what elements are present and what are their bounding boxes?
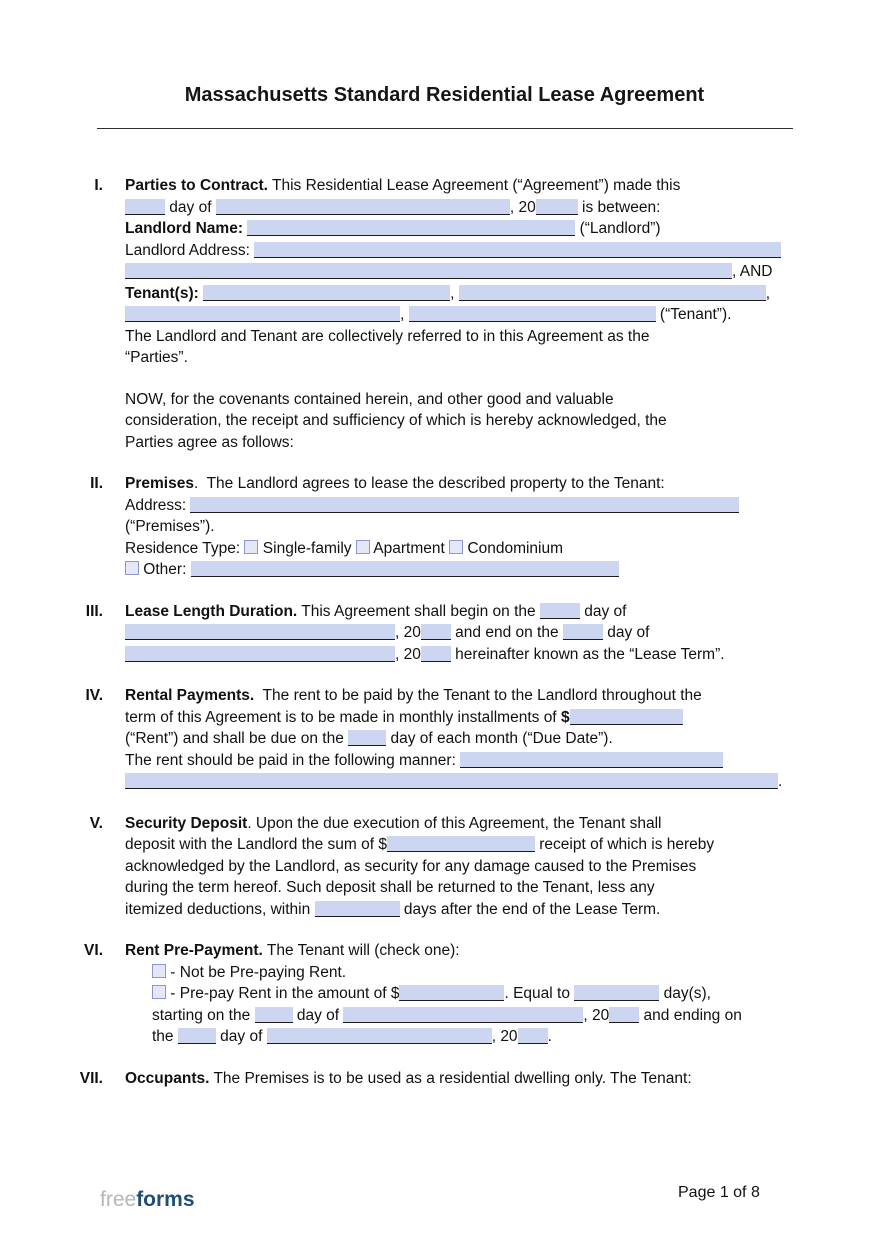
page-title: Massachusetts Standard Residential Lease Agreement [184,84,705,106]
title-divider [97,128,793,129]
blank-field[interactable] [254,242,781,258]
text-run: , 20 [583,1006,610,1024]
blank-field[interactable] [348,730,386,746]
blank-field[interactable] [460,752,723,768]
text-run: , 20 [395,624,421,641]
text-run: . Upon the due execution of this Agreement, the Tenant shall [247,814,662,832]
text-run: - Not be Pre-paying Rent. [166,963,347,981]
text-run: The Tenant will (check one): [262,942,460,959]
text-run: term of this Agreement is to be made in monthly installments of [125,708,561,726]
brand-forms-text: forms [136,1188,195,1211]
text-run: hereinafter known as the “Lease Term”. [450,645,725,663]
document-body [0,175,889,1089]
section-vii-occupants [58,1068,889,1090]
document-line [125,516,797,538]
text-run: day of each month (“Due Date”). [386,730,613,747]
document-line [125,771,797,793]
document-line [125,622,797,644]
blank-field[interactable] [399,985,504,1001]
text-run: . [778,773,783,790]
document-line [125,644,797,666]
text-run: deposit with the Landlord the sum of $ [125,836,387,853]
brand-free-text: free [100,1188,137,1211]
text-run: . Equal to [504,985,575,1002]
text-run: (“Tenant”). [655,306,732,323]
document-line [125,983,797,1005]
blank-field[interactable] [315,901,400,917]
document-line [125,728,797,750]
text-run: consideration, the receipt and sufficiency of which is hereby acknowledged, the [125,412,667,429]
section-iii-lease-length [58,601,889,666]
text-run: Apartment [369,539,450,557]
text-run-bold: Premises [125,475,194,492]
blank-field[interactable] [125,773,778,789]
section-v-security-deposit [58,813,889,921]
text-run: day of [602,624,650,641]
text-run: days after the end of the Lease Term. [399,900,661,918]
text-run: receipt of which is hereby [534,836,715,853]
blank-field[interactable] [191,561,619,577]
document-line [125,495,797,517]
document-line [125,175,797,197]
text-run: - Pre-pay Rent in the amount of $ [166,985,400,1002]
text-run: starting on the [152,1006,255,1024]
text-run: itemized deductions, within [125,900,315,918]
text-run: The rent to be paid by the Tenant to the Landlord throughout the [254,687,702,704]
blank-field[interactable] [178,1028,216,1044]
document-line [125,685,797,707]
text-run: day of [215,1028,267,1045]
section-iv-rental-payments [58,685,889,793]
document-line [125,899,797,921]
document-line [125,304,797,326]
text-run: The rent should be paid in the following manner: [125,751,461,769]
text-run: day(s), [659,985,711,1002]
text-run: Single-family [258,539,356,557]
text-run: acknowledged by the Landlord, as security for any damage caused to the Premises [125,857,697,875]
text-run-bold: Security Deposit [125,814,248,832]
blank-field[interactable] [203,285,450,301]
text-run: . The Landlord agrees to lease the described property to the Tenant: [193,475,665,492]
text-run: The Premises is to be used as a residential dwelling only. The Tenant: [209,1069,692,1087]
blank-field[interactable] [570,709,683,725]
text-run: day of [165,198,216,216]
document-line [125,538,797,560]
checkbox[interactable] [152,964,166,978]
page-number: Page 1 of 8 [678,1184,760,1201]
section-content [125,1068,797,1090]
document-line [125,856,797,878]
blank-field[interactable] [343,1007,583,1023]
document-line [125,326,797,348]
text-run: , 20 [509,198,536,216]
text-run: (“Landlord”) [575,220,661,237]
document-line [125,813,797,835]
text-run: Residence Type: [125,539,245,557]
document-line [125,559,797,581]
checkbox[interactable] [152,985,166,999]
section-content [125,389,797,454]
text-run: during the term hereof. Such deposit shall be returned to the Tenant, less any [125,879,655,896]
checkbox[interactable] [356,540,370,554]
section-numeral: I. [94,177,103,194]
document-line [125,218,797,240]
text-run: Other: [139,561,191,578]
text-run: NOW, for the covenants contained herein, and other good and valuable [125,390,614,408]
document-line [125,197,797,219]
text-run: (“Rent”) and shall be due on the [125,730,349,747]
blank-field[interactable] [190,497,739,513]
section-content [125,473,797,581]
blank-field[interactable] [609,1007,639,1023]
checkbox[interactable] [449,540,463,554]
document-line [125,940,797,962]
paragraph-consideration [58,389,889,454]
checkbox[interactable] [125,561,139,575]
document-line [125,261,797,283]
section-numeral: IV. [85,687,103,704]
blank-field[interactable] [247,220,575,236]
blank-field[interactable] [574,985,659,1001]
text-run: day of [292,1006,344,1024]
blank-field[interactable] [267,1028,492,1044]
text-run: . [547,1028,552,1045]
text-run: , 20 [491,1028,518,1045]
blank-field[interactable] [421,646,451,662]
document-line [125,347,797,369]
document-line [125,240,797,262]
section-numeral [58,389,103,454]
blank-field[interactable] [216,199,510,215]
section-numeral: VII. [79,1069,103,1087]
text-run: , 20 [395,645,421,663]
text-run: day of [579,602,627,620]
section-numeral: VI. [84,942,103,959]
section-numeral: II. [90,475,103,492]
document-line [125,962,797,984]
document-line [125,877,797,899]
blank-field[interactable] [518,1028,548,1044]
section-ii-premises [58,473,889,581]
text-run-bold: $ [560,708,570,726]
text-run-bold: Occupants. [125,1069,210,1087]
blank-field[interactable] [459,285,766,301]
blank-field[interactable] [409,306,656,322]
text-run: “Parties”. [125,349,188,366]
document-line [125,707,797,729]
text-run: and end on the [450,624,563,641]
document-line [125,1068,797,1090]
text-run: Landlord Address: [125,241,255,259]
text-run: This Agreement shall begin on the [297,602,540,620]
document-line [125,283,797,305]
document-line [125,389,797,411]
document-line [125,473,797,495]
text-run: Address: [125,496,191,514]
blank-field[interactable] [255,1007,293,1023]
document-page [0,84,889,1243]
section-content [125,813,797,921]
text-run: the [152,1028,178,1045]
checkbox[interactable] [244,540,258,554]
text-run: is between: [577,198,661,216]
text-run: and ending on [639,1006,742,1024]
freeforms-logo[interactable] [100,1188,195,1212]
text-run-bold: Rent Pre-Payment. [125,942,263,959]
document-line [125,432,797,454]
text-run: , AND [732,263,773,280]
blank-field[interactable] [125,646,395,662]
blank-field[interactable] [540,603,580,619]
document-line [125,1026,797,1048]
blank-field[interactable] [125,306,400,322]
section-content [125,685,797,793]
text-run: The Landlord and Tenant are collectively referred to in this Agreement as the [125,327,650,345]
text-run: , [450,284,459,302]
text-run: Condominium [463,539,564,557]
section-vi-rent-pre-payment [58,940,889,1048]
blank-field[interactable] [125,624,395,640]
text-run: , [765,284,771,302]
section-content [125,601,797,666]
section-numeral: V. [89,814,103,832]
document-line [125,410,797,432]
section-numeral: III. [85,602,103,620]
text-run: , [400,306,409,323]
text-run: This Residential Lease Agreement (“Agreement”) made this [267,177,681,194]
text-run-bold: Tenant(s): [125,284,204,302]
text-run: Parties agree as follows: [125,433,294,451]
text-run-bold: Lease Length Duration. [125,602,298,620]
document-line [125,601,797,623]
document-line [125,750,797,772]
section-content [125,175,797,369]
document-line [125,834,797,856]
document-line [125,1005,797,1027]
text-run-bold: Parties to Contract. [125,177,268,194]
blank-field[interactable] [125,263,732,279]
blank-field[interactable] [563,624,603,640]
section-content [125,940,797,1048]
blank-field[interactable] [387,836,535,852]
text-run: (“Premises”). [125,518,215,535]
blank-field[interactable] [421,624,451,640]
text-run-bold: Landlord Name: [125,220,248,237]
blank-field[interactable] [125,199,165,215]
section-i-parties [58,175,889,369]
blank-field[interactable] [536,199,578,215]
text-run-bold: Rental Payments. [125,687,255,704]
